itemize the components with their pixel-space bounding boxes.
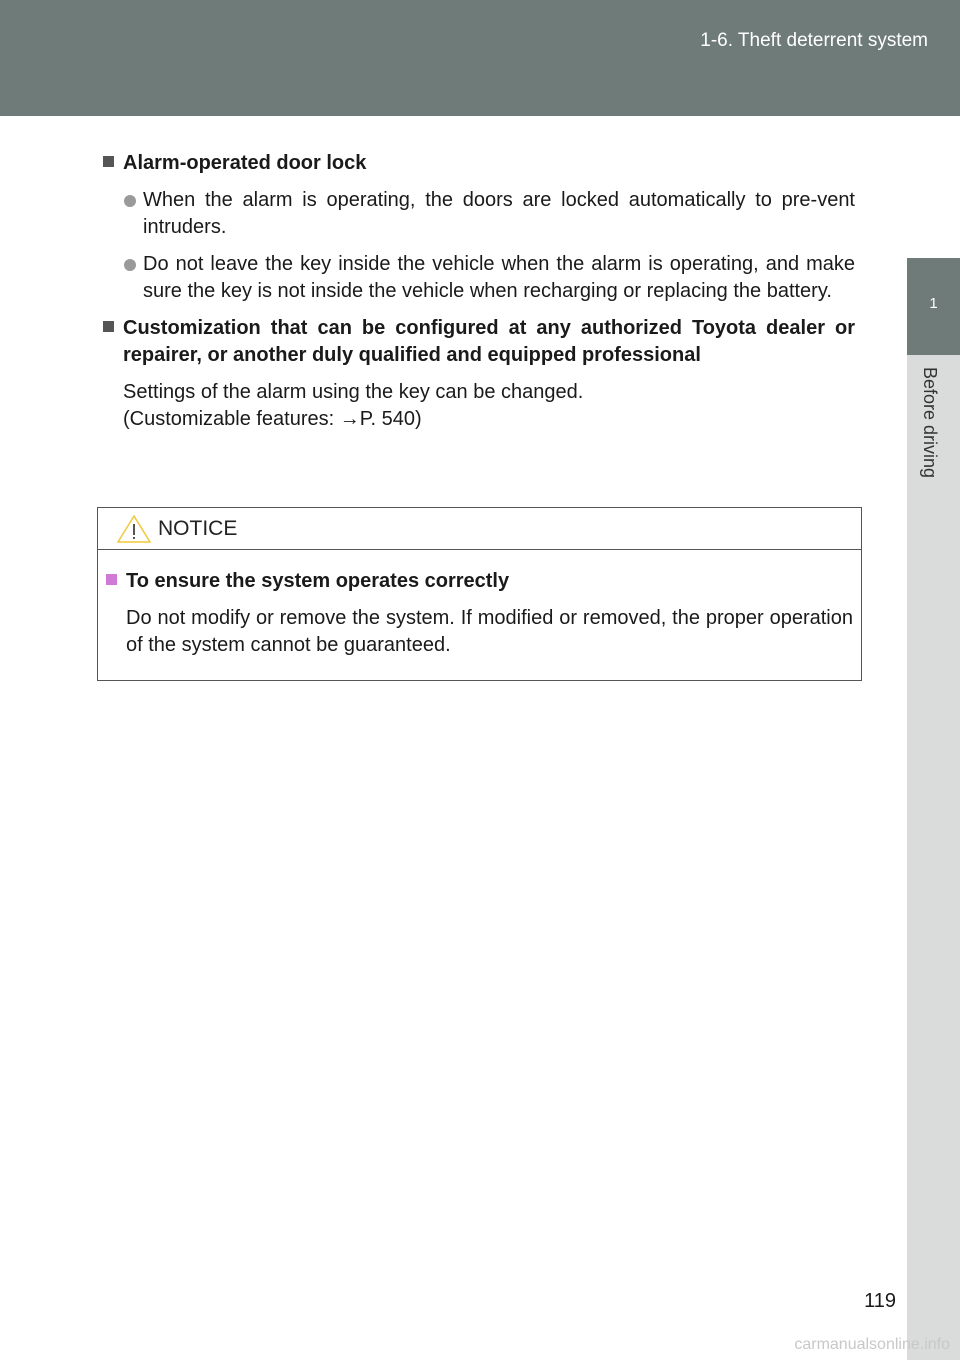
page-number: 119 xyxy=(864,1290,896,1312)
notice-header xyxy=(98,508,861,550)
chapter-tab-label-strip xyxy=(907,355,960,1360)
section-body: Settings of the alarm using the key can be changed. (Customizable features: →P. 540) xyxy=(123,381,584,430)
notice-text: Do not modify or remove the system. If modified or removed, the proper operation of the system cannot be guaranteed. xyxy=(126,607,853,656)
section-heading: Customization that can be configured at any authorized Toyota dealer or repairer, or another duly qualified and equipped professional xyxy=(103,315,855,369)
bullet-item: When the alarm is operating, the doors are locked automatically to pre-vent intruders. xyxy=(103,187,855,241)
notice-box xyxy=(97,507,862,681)
bullet-item: Do not leave the key inside the vehicle when the alarm is operating, and make sure the key is not inside the vehicle when recharging or replacing the battery. xyxy=(103,251,855,305)
watermark: carmanualsonline.info xyxy=(794,1336,950,1353)
cross-reference-link[interactable]: (Customizable features: →P. 540) xyxy=(123,408,422,430)
square-bullet-icon xyxy=(103,321,114,332)
main-content xyxy=(103,150,855,433)
chapter-tab xyxy=(907,258,960,355)
square-bullet-icon xyxy=(106,574,117,585)
notice-heading: To ensure the system operates correctly xyxy=(106,568,853,595)
square-bullet-icon xyxy=(103,156,114,167)
page-header xyxy=(0,0,960,116)
chapter-number: 1 xyxy=(929,295,938,312)
section-heading: Alarm-operated door lock xyxy=(103,150,855,177)
chapter-label: Before driving xyxy=(920,367,940,479)
chapter-title: 1-6. Theft deterrent system xyxy=(700,30,928,51)
round-bullet-icon xyxy=(124,259,136,271)
warning-triangle-icon xyxy=(116,514,152,544)
notice-title: NOTICE xyxy=(158,517,238,540)
round-bullet-icon xyxy=(124,195,136,207)
notice-body xyxy=(98,550,861,659)
